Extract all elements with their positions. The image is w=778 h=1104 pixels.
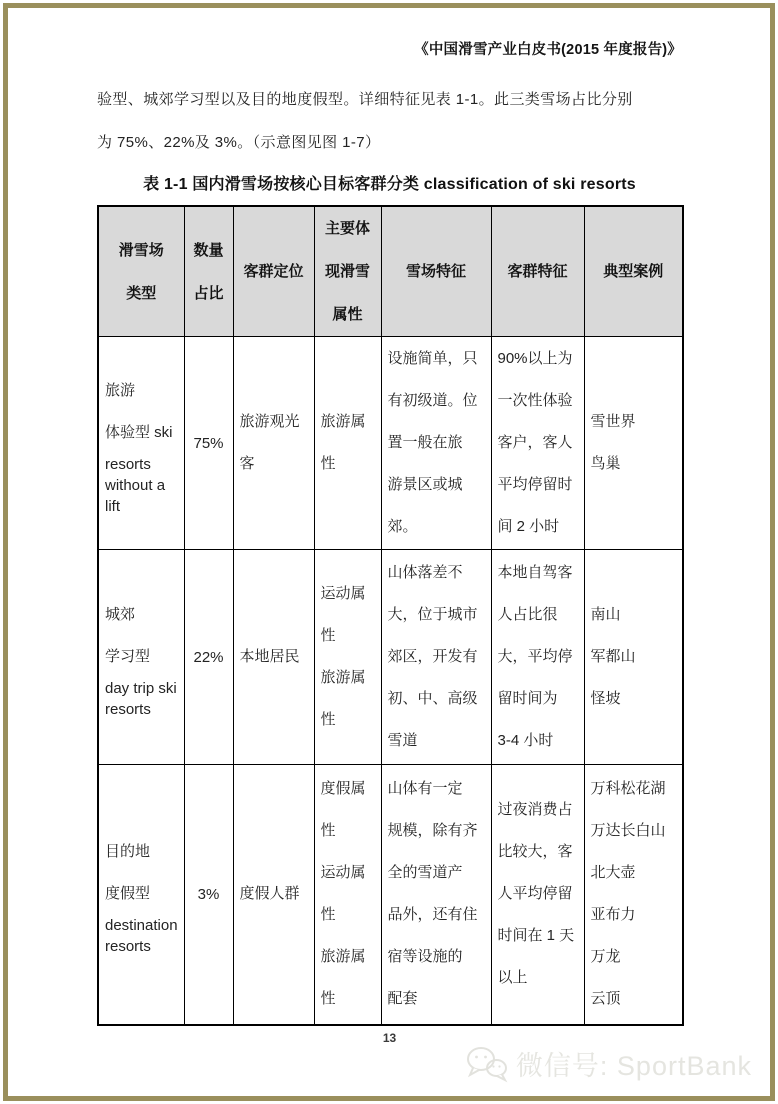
wechat-icon <box>465 1045 509 1083</box>
table-cell <box>314 337 381 550</box>
table-title: 表 1-1 国内滑雪场按核心目标客群分类 classification of ski resorts <box>143 176 636 193</box>
cell-line: 间 2 小时 <box>497 518 560 535</box>
cell-line: 雪世界 <box>590 413 636 430</box>
table-cell <box>184 337 233 550</box>
cell-line: 旅游观光 <box>239 413 300 430</box>
cell-line: 全的雪道产 <box>387 864 463 882</box>
cell-line: 典型案例 <box>603 263 664 280</box>
cell-line: 滑雪场 <box>118 241 164 259</box>
cell-line: resorts <box>105 701 151 718</box>
cell-line: 旅游属 <box>320 669 366 686</box>
cell-line: 占比 <box>193 284 224 302</box>
table-cell <box>314 550 381 765</box>
cell-line: 人占比很 <box>497 606 558 623</box>
cell-line: 属性 <box>332 306 363 323</box>
table-row <box>98 550 683 765</box>
cell-line: 旅游 <box>105 381 136 399</box>
cell-line: 客 <box>239 455 255 472</box>
classification-table <box>97 205 684 1026</box>
document-header-title: 《中国滑雪产业白皮书(2015 年度报告)》 <box>414 42 682 58</box>
header-cell <box>233 206 314 337</box>
cell-line: without a <box>105 476 166 494</box>
cell-line: lift <box>105 497 120 515</box>
cell-line: 性 <box>320 906 336 924</box>
cell-line: 初、中、高级 <box>387 690 478 707</box>
cell-line: 客群特征 <box>507 263 568 280</box>
table-cell <box>98 550 184 765</box>
cell-line: 本地自驾客 <box>497 564 573 581</box>
cell-line: day trip ski <box>105 680 177 697</box>
cell-line: 性 <box>320 822 336 840</box>
cell-line: 旅游属 <box>320 948 366 966</box>
cell-line: 性 <box>320 455 336 472</box>
cell-line: 客户，客人 <box>497 434 573 451</box>
cell-line: 性 <box>320 711 336 728</box>
header-cell <box>98 206 184 337</box>
cell-line: 郊区，开发有 <box>387 648 478 665</box>
cell-line: 本地居民 <box>239 648 300 665</box>
table-cell <box>233 550 314 765</box>
cell-line: 运动属 <box>320 585 366 602</box>
cell-line: 度假人群 <box>239 885 300 903</box>
watermark <box>465 1044 752 1083</box>
cell-line: 目的地 <box>105 843 151 861</box>
table-cell <box>381 550 491 765</box>
table-cell <box>233 337 314 550</box>
cell-line: 体验型 ski <box>105 423 173 441</box>
cell-line: 云顶 <box>590 990 621 1008</box>
cell-line: 宿等设施的 <box>387 948 463 966</box>
cell-line: 过夜消费占 <box>497 801 573 819</box>
table-cell <box>491 550 584 765</box>
cell-line: 北大壶 <box>590 864 636 882</box>
cell-line: 怪坡 <box>590 690 621 707</box>
cell-line: 3-4 小时 <box>497 732 554 749</box>
table-cell <box>584 337 683 550</box>
table-cell <box>98 337 184 550</box>
cell-line: 万龙 <box>590 948 621 966</box>
body-line: 为 75%、22%及 3%。（示意图见图 1-7） <box>97 134 381 151</box>
cell-line: 有初级道。位 <box>387 392 478 409</box>
table-header <box>98 206 683 337</box>
body-paragraph <box>97 78 687 164</box>
cell-line: 配套 <box>387 990 418 1008</box>
cell-line: resorts <box>105 938 151 956</box>
table-cell <box>184 550 233 765</box>
table-cell <box>584 765 683 1025</box>
cell-line: 山体落差不 <box>387 564 463 581</box>
table-cell <box>491 337 584 550</box>
table-cell <box>381 337 491 550</box>
cell-line: 大，位于城市 <box>387 606 478 623</box>
cell-line: 游景区或城 <box>387 476 463 493</box>
cell-line: 山体有一定 <box>387 780 463 798</box>
cell-line: 一次性体验 <box>497 392 573 409</box>
cell-line: 度假属 <box>320 780 366 798</box>
table-cell <box>584 550 683 765</box>
cell-line: destination <box>105 917 178 935</box>
cell-line: 万科松花湖 <box>590 780 666 798</box>
cell-line: 75% <box>193 434 224 452</box>
watermark-text: 微信号: SportBank <box>515 1051 752 1081</box>
cell-line: 旅游属 <box>320 413 366 430</box>
cell-line: 运动属 <box>320 864 366 882</box>
cell-line: 主要体 <box>324 220 370 237</box>
body-line: 验型、城郊学习型以及目的地度假型。详细特征见表 1-1。此三类雪场占比分别 <box>97 91 633 108</box>
cell-line: 现滑雪 <box>324 263 370 280</box>
cell-line: 数量 <box>193 241 224 259</box>
cell-line: 郊。 <box>387 518 418 535</box>
cell-line: 设施简单，只 <box>387 350 478 367</box>
cell-line: 留时间为 <box>497 690 558 707</box>
cell-line: 类型 <box>126 284 157 302</box>
cell-line: 亚布力 <box>590 906 636 924</box>
table-body <box>98 337 683 1025</box>
cell-line: 置一般在旅 <box>387 434 463 451</box>
cell-line: resorts <box>105 455 151 473</box>
header-cell <box>381 206 491 337</box>
table-cell <box>314 765 381 1025</box>
cell-line: 90%以上为 <box>497 350 573 367</box>
cell-line: 性 <box>320 990 336 1008</box>
cell-line: 以上 <box>497 969 528 987</box>
header-cell <box>314 206 381 337</box>
cell-line: 万达长白山 <box>590 822 666 840</box>
cell-line: 雪道 <box>387 732 418 749</box>
cell-line: 人平均停留 <box>497 885 573 903</box>
cell-line: 大，平均停 <box>497 648 573 665</box>
header-cell <box>584 206 683 337</box>
header-cell <box>184 206 233 337</box>
cell-line: 规模，除有齐 <box>387 822 478 840</box>
page-number: 13 <box>382 1031 397 1045</box>
table-row <box>98 337 683 550</box>
cell-line: 性 <box>320 627 336 644</box>
header-cell <box>491 206 584 337</box>
table-cell <box>381 765 491 1025</box>
cell-line: 品外，还有住 <box>387 906 478 924</box>
cell-line: 城郊 <box>105 606 136 623</box>
cell-line: 22% <box>193 648 224 666</box>
cell-line: 学习型 <box>105 648 151 665</box>
cell-line: 3% <box>197 885 220 903</box>
cell-line: 南山 <box>590 606 621 623</box>
table-cell <box>233 765 314 1025</box>
cell-line: 鸟巢 <box>590 455 621 472</box>
cell-line: 雪场特征 <box>405 263 466 280</box>
table-cell <box>184 765 233 1025</box>
table-cell <box>98 765 184 1025</box>
cell-line: 军都山 <box>590 648 636 665</box>
cell-line: 度假型 <box>105 885 151 903</box>
cell-line: 时间在 1 天 <box>497 927 575 945</box>
table-cell <box>491 765 584 1025</box>
table-row <box>98 765 683 1025</box>
header-row <box>98 206 683 337</box>
cell-line: 平均停留时 <box>497 476 573 493</box>
cell-line: 比较大，客 <box>497 843 573 861</box>
cell-line: 客群定位 <box>243 263 304 280</box>
